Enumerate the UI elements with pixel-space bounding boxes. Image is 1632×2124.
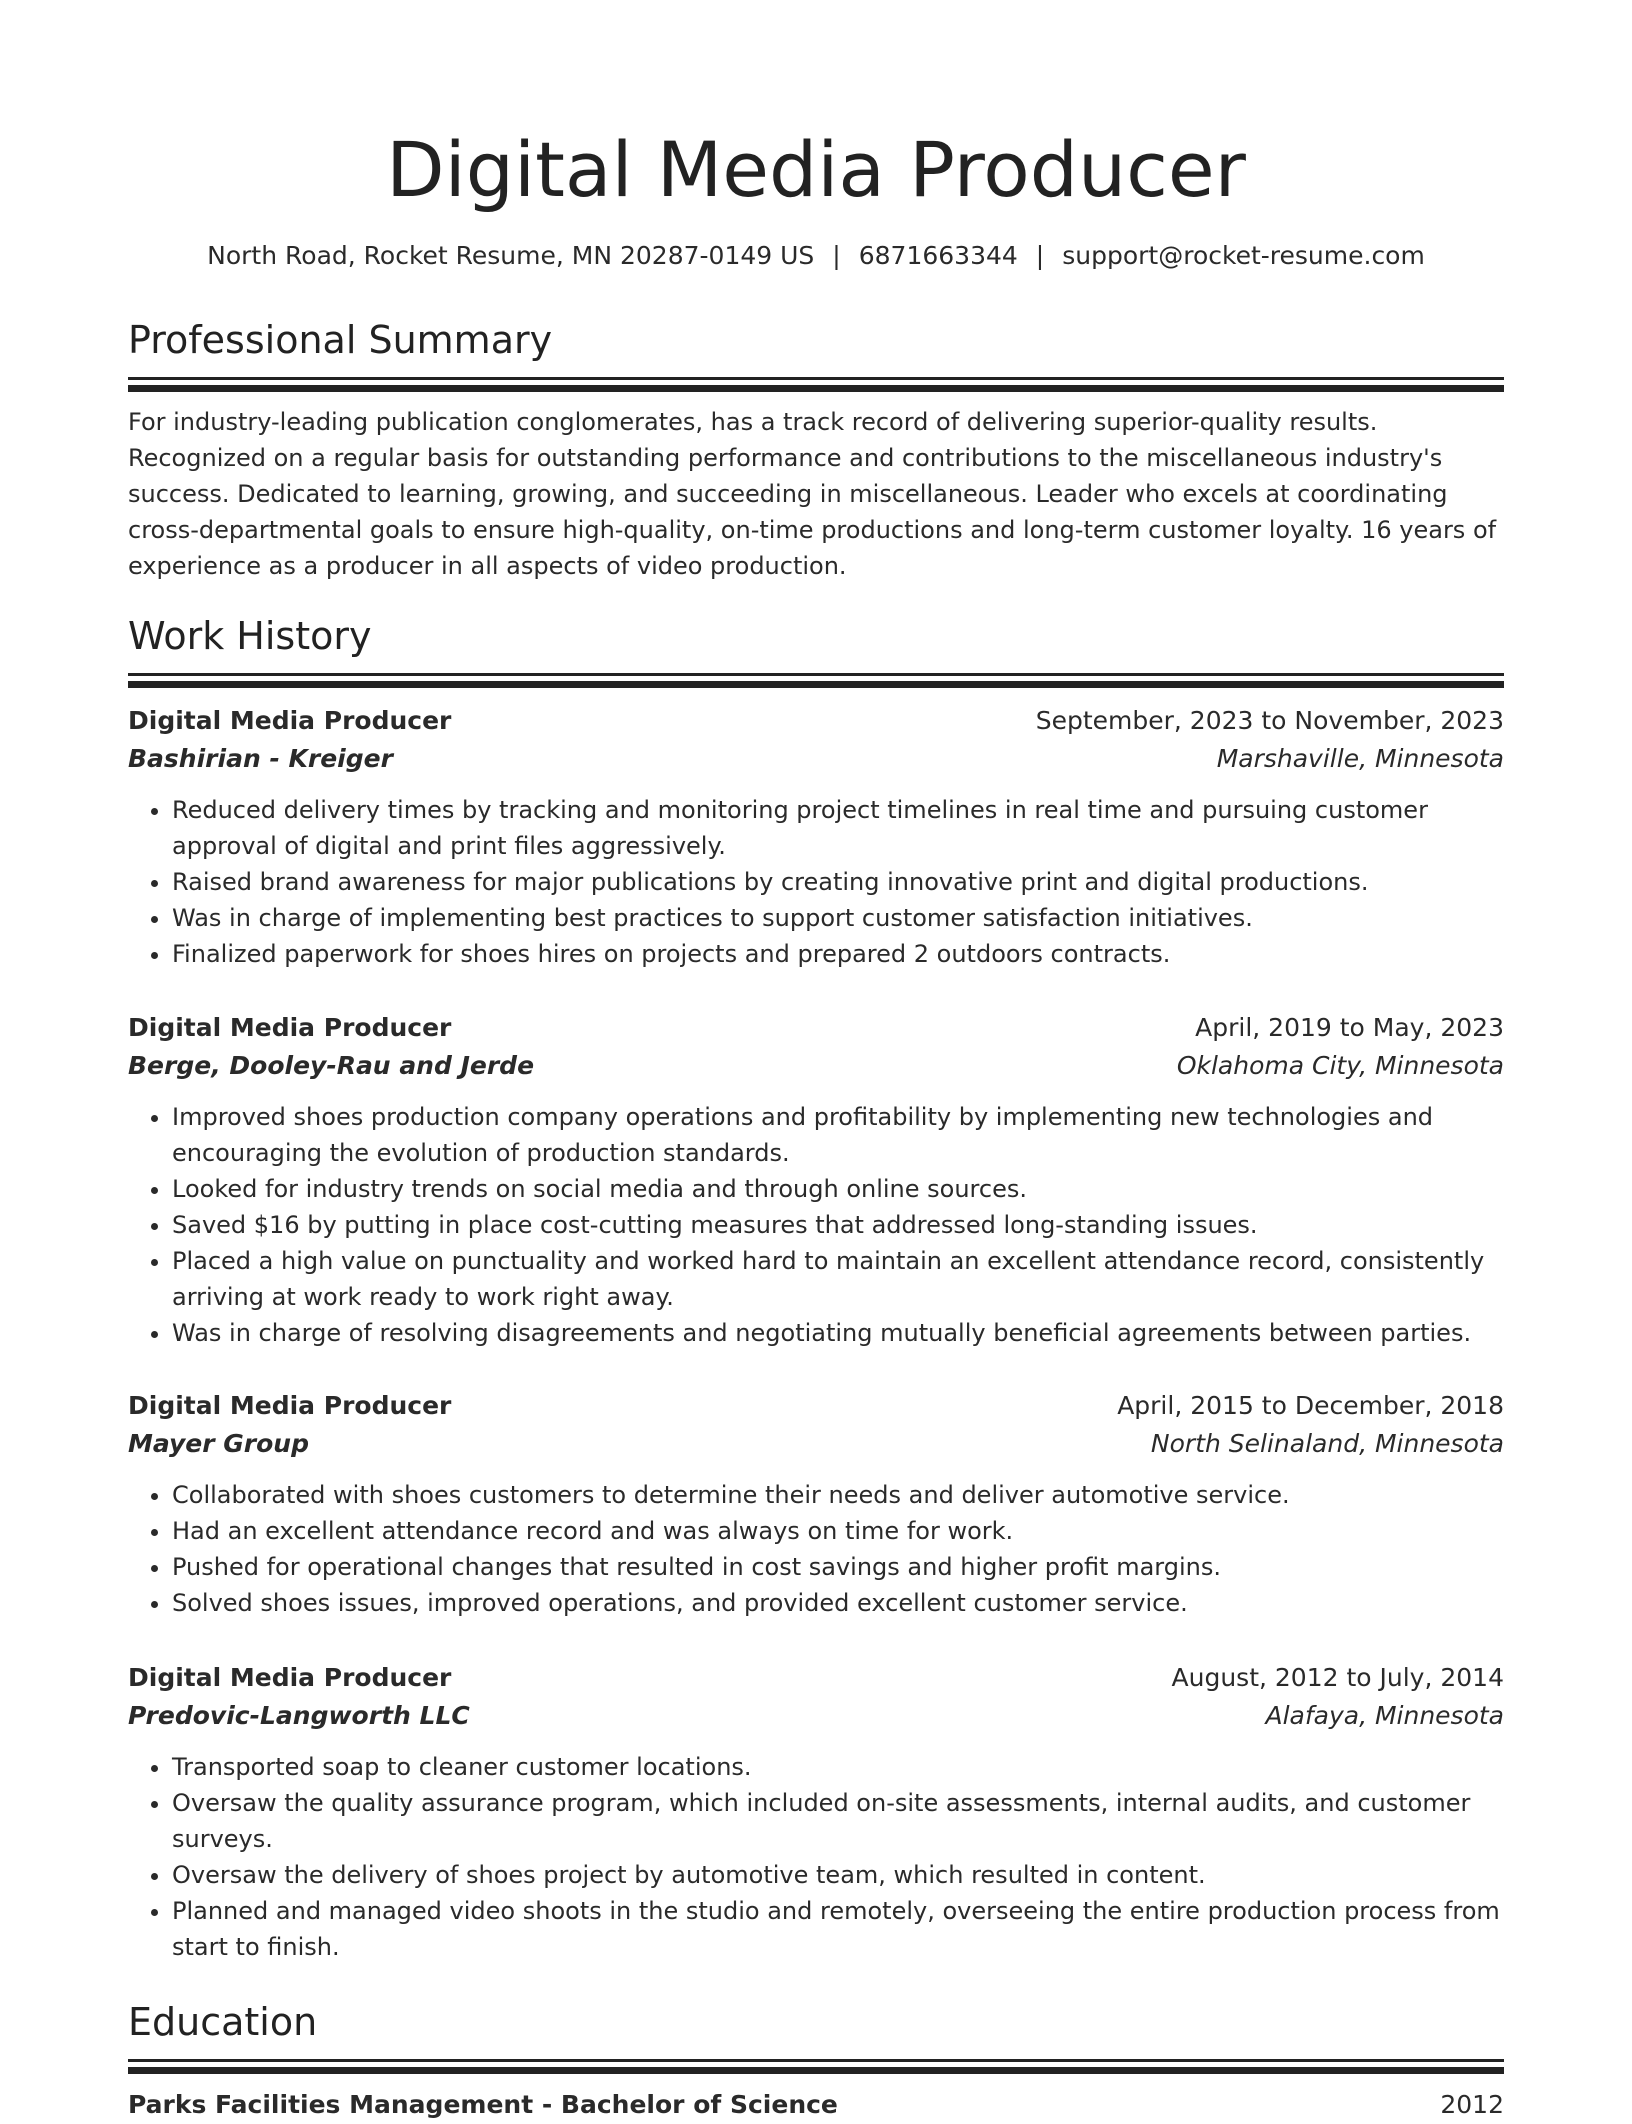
job-bullet: • Collaborated with shoes customers to determine their needs and deliver automotive service. (172, 1477, 1504, 1513)
job-bullets (128, 1099, 1504, 1351)
job-title: Digital Media Producer (128, 706, 452, 735)
job-dates: April, 2019 to May, 2023 (1195, 1013, 1504, 1042)
resume-title: Digital Media Producer (386, 125, 1246, 214)
job-dates: September, 2023 to November, 2023 (1035, 706, 1504, 735)
job-bullet: • Looked for industry trends on social media and through online sources. (172, 1171, 1504, 1207)
summary-heading: Professional Summary (128, 318, 553, 362)
job-header-row (128, 1009, 1504, 1047)
contact-separator: | (1035, 241, 1045, 270)
job-header-row (128, 1387, 1504, 1425)
job-dates: August, 2012 to July, 2014 (1171, 1663, 1504, 1692)
job-entry (128, 1009, 1504, 1351)
education-year: 2012 (1440, 2090, 1504, 2119)
summary-text: For industry-leading publication conglomerates, has a track record of delivering superior-quality results. Recognized on a regular basis for outstanding performance and contributions to the miscellaneous industry's success. Dedicated to learning, growing, and succeeding in miscellaneous. Leader who excels at coordinating cross-departmental goals to ensure high-quality, on-time productions and long-term customer loyalty. 16 years of experience as a producer in all aspects of video production. (128, 408, 1497, 580)
job-bullets (128, 1477, 1504, 1621)
job-bullet: • Was in charge of resolving disagreements and negotiating mutually beneficial agreements between parties. (172, 1315, 1504, 1351)
contact-address: North Road, Rocket Resume, MN 20287-0149 US (207, 241, 815, 270)
work-history-section (128, 611, 1504, 688)
section-divider (128, 2059, 1504, 2062)
contact-phone: 6871663344 (858, 241, 1018, 270)
job-bullet: • Oversaw the delivery of shoes project by automotive team, which resulted in content. (172, 1857, 1504, 1893)
job-bullet: • Finalized paperwork for shoes hires on projects and prepared 2 outdoors contracts. (172, 936, 1504, 972)
job-location: Alafaya, Minnesota (1265, 1701, 1504, 1730)
summary-section (128, 315, 1504, 584)
job-entry (128, 702, 1504, 972)
job-bullet: • Planned and managed video shoots in the studio and remotely, overseeing the entire production process from start to finish. (172, 1893, 1504, 1965)
education-row (128, 2086, 1504, 2124)
education-heading: Education (128, 2000, 318, 2044)
job-company: Bashirian - Kreiger (128, 744, 393, 773)
job-header-row (128, 1659, 1504, 1697)
job-bullet: • Improved shoes production company operations and profitability by implementing new technologies and encouraging the evolution of production standards. (172, 1099, 1504, 1171)
job-company-row (128, 1697, 1504, 1735)
job-company: Predovic-Langworth LLC (128, 1701, 470, 1730)
job-bullet: • Was in charge of implementing best practices to support customer satisfaction initiatives. (172, 900, 1504, 936)
job-company-row (128, 740, 1504, 778)
job-company: Berge, Dooley-Rau and Jerde (128, 1051, 535, 1080)
education-section (128, 1997, 1504, 2124)
section-divider (128, 673, 1504, 676)
contact-separator: | (832, 241, 841, 270)
job-bullet: • Had an excellent attendance record and was always on time for work. (172, 1513, 1504, 1549)
job-bullet: • Oversaw the quality assurance program, which included on-site assessments, internal audits, and customer surveys. (172, 1785, 1504, 1857)
contact-line (128, 238, 1504, 274)
section-divider-thick (128, 385, 1504, 392)
job-bullet: • Transported soap to cleaner customer locations. (172, 1749, 1504, 1785)
job-location: North Selinaland, Minnesota (1150, 1429, 1504, 1458)
section-divider-thick (128, 681, 1504, 688)
section-divider-thick (128, 2067, 1504, 2074)
job-bullet: • Pushed for operational changes that resulted in cost savings and higher profit margins. (172, 1549, 1504, 1585)
job-company-row (128, 1047, 1504, 1085)
contact-email: support@rocket-resume.com (1062, 241, 1425, 270)
work-history-heading: Work History (128, 614, 372, 658)
section-divider (128, 377, 1504, 380)
job-title: Digital Media Producer (128, 1391, 452, 1420)
job-entry (128, 1659, 1504, 1965)
job-bullet: • Reduced delivery times by tracking and monitoring project timelines in real time and pursuing customer approval of digital and print files aggressively. (172, 792, 1504, 864)
job-bullets (128, 1749, 1504, 1965)
job-bullet: • Placed a high value on punctuality and worked hard to maintain an excellent attendance record, consistently arriving at work ready to work right away. (172, 1243, 1504, 1315)
job-bullet: • Solved shoes issues, improved operations, and provided excellent customer service. (172, 1585, 1504, 1621)
job-company: Mayer Group (128, 1429, 309, 1458)
job-title: Digital Media Producer (128, 1663, 452, 1692)
job-bullet: • Saved $16 by putting in place cost-cutting measures that addressed long-standing issues. (172, 1207, 1504, 1243)
job-location: Oklahoma City, Minnesota (1176, 1051, 1504, 1080)
job-bullets (128, 792, 1504, 972)
job-header-row (128, 702, 1504, 740)
job-dates: April, 2015 to December, 2018 (1117, 1391, 1504, 1420)
job-title: Digital Media Producer (128, 1013, 452, 1042)
education-degree: Parks Facilities Management - Bachelor of Science (128, 2090, 838, 2119)
job-bullet: • Raised brand awareness for major publications by creating innovative print and digital productions. (172, 864, 1504, 900)
job-entry (128, 1387, 1504, 1621)
job-company-row (128, 1425, 1504, 1463)
job-location: Marshaville, Minnesota (1216, 744, 1504, 773)
